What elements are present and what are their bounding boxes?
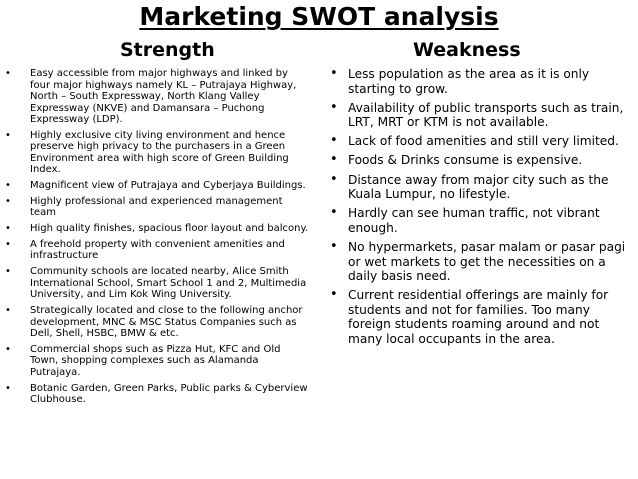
weakness-item-text: Current residential offerings are mainly for students and not for families. Too many foreign students roaming around and not many local occupants in the area. [348,288,609,346]
strength-item [4,180,310,192]
bullet-icon: • [5,305,11,317]
strength-item-text: Easy accessible from major highways and linked by four major highways namely KL – Putrajaya Highway, North – South Expressway, North Klang Valley Expressway (NKVE) and Damansara – Puchong Expressway (LDP). [30,68,297,125]
strength-item-text: High quality finishes, spacious floor layout and balcony. [30,223,309,235]
weakness-list [328,67,628,351]
strength-item [4,239,310,262]
weakness-item-text: Less population as the area as it is only starting to grow. [348,67,590,96]
bullet-icon: • [330,66,338,81]
bullet-icon: • [330,205,338,221]
strength-heading: Strength [120,39,215,61]
slide-title: Marketing SWOT analysis [139,2,499,31]
bullet-icon: • [5,68,11,79]
strength-item [4,68,310,126]
weakness-item [328,206,628,235]
weakness-item-text: Distance away from major city such as the Kuala Lumpur, no lifestyle. [348,172,609,202]
bullet-icon: • [5,223,11,235]
bullet-icon: • [5,238,11,250]
bullet-icon: • [5,180,11,192]
strength-item-text: Highly exclusive city living environment and hence preserve high privacy to the purchasers in a Green Environment area with high score of Green Building Index. [30,129,289,176]
strength-item [4,266,310,301]
strength-list [4,68,310,410]
weakness-item-text: No hypermarkets, pasar malam or pasar pagi or wet markets to get the necessities on a daily basis need. [348,239,626,284]
bullet-icon: • [5,129,11,141]
bullet-icon: • [330,238,338,254]
bullet-icon: • [330,152,338,168]
strength-item [4,130,310,176]
strength-item-text: Community schools are located nearby, Alice Smith International School, Smart School 1 and 2, Multimedia University, and Lim Kok Wing University. [30,266,307,301]
bullet-icon: • [330,287,338,303]
weakness-item-text: Availability of public transports such as train, LRT, MRT or KTM is not available. [348,100,624,130]
bullet-icon: • [5,382,11,394]
weakness-item [328,173,628,202]
bullet-icon: • [330,171,338,187]
weakness-item-text: Foods & Drinks consume is expensive. [348,153,583,168]
bullet-icon: • [330,99,338,115]
strength-item-text: A freehold property with convenient amenities and infrastructure [30,238,285,262]
strength-item-text: Highly professional and experienced management team [30,195,283,219]
strength-item-text: Magnificent view of Putrajaya and Cyberjaya Buildings. [30,180,306,192]
bullet-icon: • [5,343,11,355]
weakness-item [328,67,628,96]
strength-item-text: Botanic Garden, Green Parks, Public parks & Cyberview Clubhouse. [30,382,308,406]
weakness-item-text: Lack of food amenities and still very limited. [348,134,619,149]
bullet-icon: • [330,133,338,149]
weakness-item [328,240,628,284]
weakness-item [328,153,628,168]
strength-item [4,344,310,379]
strength-item [4,383,310,406]
strength-item-text: Strategically located and close to the following anchor development, MNC & MSC Status Companies such as Dell, Shell, HSBC, BMW & etc. [30,305,303,340]
strength-item [4,305,310,340]
bullet-icon: • [5,195,11,207]
weakness-heading: Weakness [413,39,521,61]
bullet-icon: • [5,266,11,278]
weakness-item-text: Hardly can see human traffic, not vibrant enough. [348,206,600,235]
strength-item [4,196,310,219]
weakness-item [328,101,628,130]
strength-item-text: Commercial shops such as Pizza Hut, KFC and Old Town, shopping complexes such as Alamanda Putrajaya. [30,343,281,378]
weakness-item [328,134,628,149]
strength-item [4,223,310,235]
weakness-item [328,288,628,346]
